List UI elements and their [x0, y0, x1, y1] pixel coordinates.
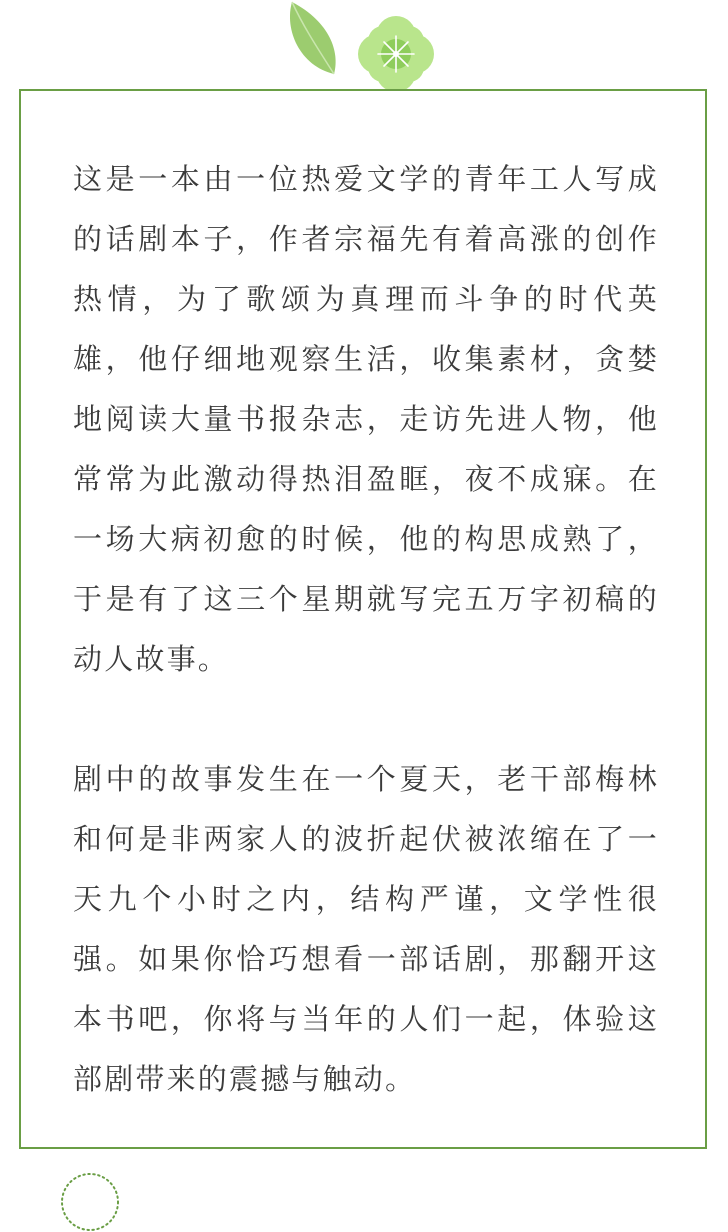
- text-card: [19, 89, 707, 1149]
- article-body: [73, 149, 659, 1109]
- clover-flower-icon: [358, 16, 434, 92]
- dotted-circle-icon: [60, 1172, 120, 1232]
- top-decoration: [280, 0, 450, 96]
- paragraph-2: 剧中的故事发生在一个夏天，老干部梅林和何是非两家人的波折起伏被浓缩在了一天九个小时之内，结构严谨，文学性很强。如果你恰巧想看一部话剧，那翻开这本书吧，你将与当年的人们一起，体验这部剧带来的震撼与触动。: [73, 762, 659, 1096]
- leaf-icon: [290, 2, 336, 74]
- paragraph-1: 这是一本由一位热爱文学的青年工人写成的话剧本子，作者宗福先有着高涨的创作热情，为了歌颂为真理而斗争的时代英雄，他仔细地观察生活，收集素材，贪婪地阅读大量书报杂志，走访先进人物，他常常为此激动得热泪盈眶，夜不成寐。在一场大病初愈的时候，他的构思成熟了，于是有了这三个星期就写完五万字初稿的动人故事。: [73, 162, 659, 676]
